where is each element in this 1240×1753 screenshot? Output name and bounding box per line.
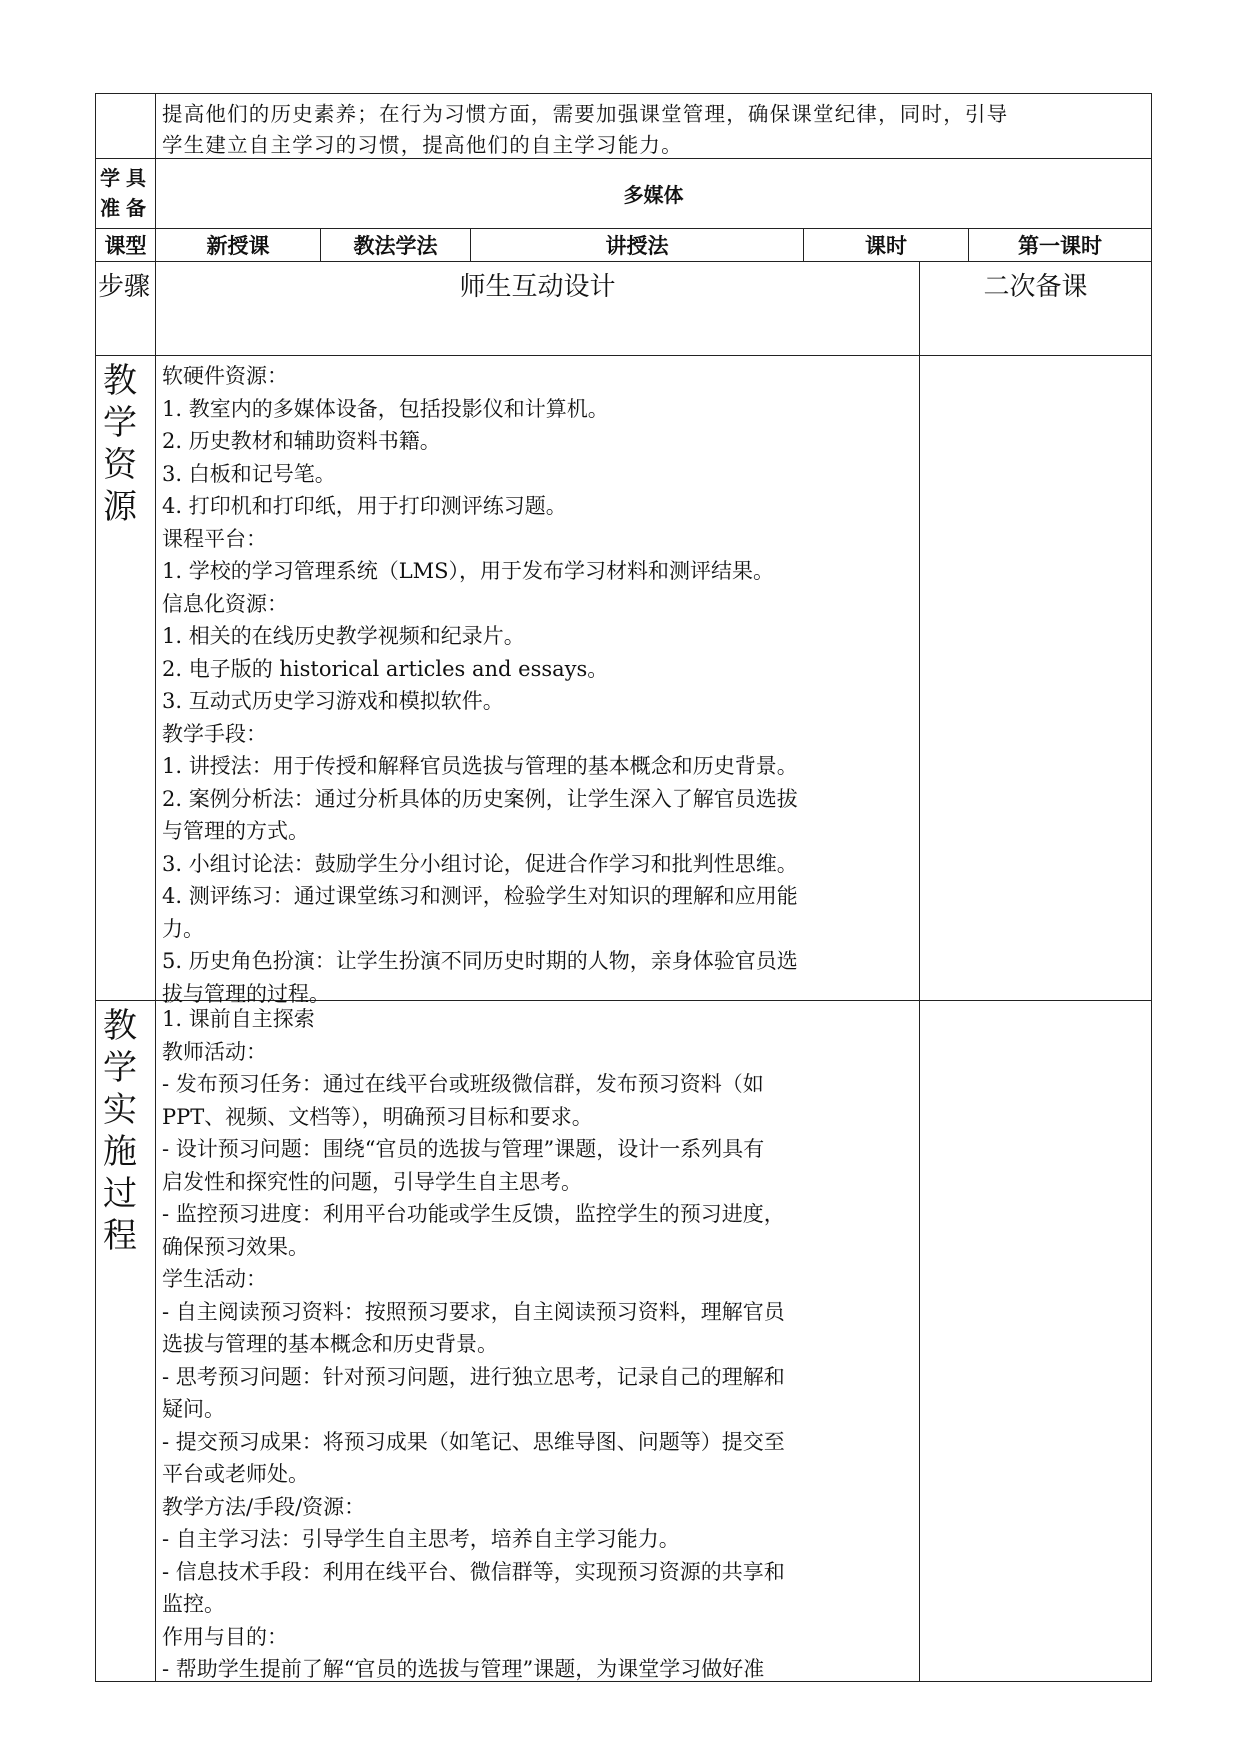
process-line: - 思考预习问题：针对预习问题，进行独立思考，记录自己的理解和 bbox=[162, 1364, 785, 1389]
empty-label-cell bbox=[96, 94, 155, 158]
process-line: 作用与目的： bbox=[162, 1624, 288, 1649]
process-line: 选拔与管理的基本概念和历史背景。 bbox=[162, 1332, 498, 1356]
process-label: 教 学 实 施 过 程 bbox=[103, 1006, 137, 1256]
continued-text-row bbox=[95, 93, 1152, 159]
class-hours-value: 第一课时 bbox=[968, 229, 1151, 261]
process-line: 监控。 bbox=[162, 1592, 225, 1616]
teaching-method-label: 教法学法 bbox=[320, 229, 470, 261]
resources-content bbox=[155, 356, 919, 1006]
process-line: - 发布预习任务：通过在线平台或班级微信群，发布预习资料（如 bbox=[162, 1072, 764, 1096]
resource-line: 3. 小组讨论法：鼓励学生分小组讨论，促进合作学习和批判性思维。 bbox=[162, 851, 798, 876]
resource-line: 4. 打印机和打印纸，用于打印测评练习题。 bbox=[162, 494, 567, 518]
course-type-label: 课型 bbox=[104, 233, 147, 258]
class-hours-label: 课时 bbox=[803, 229, 968, 261]
tools-value: 多媒体 bbox=[155, 159, 1151, 228]
resource-line: 力。 bbox=[162, 916, 204, 941]
resource-line: 信息化资源： bbox=[162, 591, 288, 616]
process-line: 启发性和探究性的问题，引导学生自主思考。 bbox=[162, 1169, 582, 1194]
process-line: - 监控预习进度：利用平台功能或学生反馈，监控学生的预习进度， bbox=[162, 1202, 785, 1226]
steps-label: 步骤 bbox=[98, 272, 151, 302]
process-content bbox=[155, 1001, 919, 1681]
teaching-method-value: 讲授法 bbox=[470, 229, 803, 261]
resource-line: 1. 相关的在线历史教学视频和纪录片。 bbox=[162, 624, 525, 648]
resources-row bbox=[95, 356, 1152, 1006]
resource-line: 课程平台： bbox=[162, 526, 267, 551]
second-prep-header: 二次备课 bbox=[919, 262, 1151, 355]
resource-line: 与管理的方式。 bbox=[162, 819, 309, 843]
continued-line: 学生建立自主学习的习惯，提高他们的自主学习能力。 bbox=[162, 133, 683, 157]
resource-line: 软硬件资源： bbox=[162, 364, 288, 388]
process-line: 学生活动： bbox=[162, 1267, 267, 1291]
resource-line: 2. 案例分析法：通过分析具体的历史案例，让学生深入了解官员选拔 bbox=[162, 786, 798, 811]
tools-row bbox=[95, 159, 1152, 229]
process-line: - 自主学习法：引导学生自主思考，培养自主学习能力。 bbox=[162, 1527, 680, 1551]
process-line: - 信息技术手段：利用在线平台、微信群等，实现预习资源的共享和 bbox=[162, 1559, 785, 1584]
tools-label: 学具 准备 bbox=[100, 166, 152, 220]
lesson-plan-table bbox=[95, 93, 1152, 1682]
process-row bbox=[95, 1001, 1152, 1682]
resource-line: 2. 电子版的 historical articles and essays。 bbox=[162, 656, 609, 681]
steps-header-row bbox=[95, 262, 1152, 356]
process-line: 平台或老师处。 bbox=[162, 1462, 309, 1486]
resource-line: 4. 测评练习：通过课堂练习和测评，检验学生对知识的理解和应用能 bbox=[162, 884, 798, 908]
resource-line: 1. 教室内的多媒体设备，包括投影仪和计算机。 bbox=[162, 396, 609, 421]
process-line: 确保预习效果。 bbox=[162, 1234, 309, 1259]
process-line: - 自主阅读预习资料：按照预习要求，自主阅读预习资料，理解官员 bbox=[162, 1299, 785, 1324]
resource-line: 2. 历史教材和辅助资料书籍。 bbox=[162, 429, 441, 453]
resources-second-prep bbox=[919, 356, 1151, 1000]
continued-line: 提高他们的历史素养；在行为习惯方面，需要加强课堂管理，确保课堂纪律，同时，引导 bbox=[162, 102, 1009, 126]
resource-line: 1. 学校的学习管理系统（LMS），用于发布学习材料和测评结果。 bbox=[162, 559, 775, 583]
course-type-value: 新授课 bbox=[155, 229, 320, 261]
process-second-prep bbox=[919, 1001, 1151, 1681]
resource-line: 教学手段： bbox=[162, 721, 267, 746]
process-line: 疑问。 bbox=[162, 1397, 225, 1421]
process-line: - 帮助学生提前了解“官员的选拔与管理”课题，为课堂学习做好准 bbox=[162, 1657, 765, 1681]
resource-line: 3. 白板和记号笔。 bbox=[162, 461, 336, 486]
process-line: 1. 课前自主探索 bbox=[162, 1007, 315, 1031]
interaction-design-header: 师生互动设计 bbox=[155, 262, 919, 355]
course-info-row bbox=[95, 229, 1152, 262]
resource-line: 1. 讲授法：用于传授和解释官员选拔与管理的基本概念和历史背景。 bbox=[162, 754, 798, 778]
process-line: 教师活动： bbox=[162, 1039, 267, 1064]
process-line: - 设计预习问题：围绕“官员的选拔与管理”课题，设计一系列具有 bbox=[162, 1137, 765, 1161]
resources-label: 教 学 资 源 bbox=[103, 361, 137, 527]
continued-text bbox=[155, 94, 1151, 158]
resource-line: 拔与管理的过程。 bbox=[162, 981, 330, 1006]
process-line: PPT、视频、文档等），明确预习目标和要求。 bbox=[162, 1104, 593, 1129]
process-line: - 提交预习成果：将预习成果（如笔记、思维导图、问题等）提交至 bbox=[162, 1429, 785, 1454]
process-line: 教学方法/手段/资源： bbox=[162, 1494, 366, 1519]
resource-line: 3. 互动式历史学习游戏和模拟软件。 bbox=[162, 689, 504, 713]
resource-line: 5. 历史角色扮演：让学生扮演不同历史时期的人物，亲身体验官员选 bbox=[162, 949, 798, 973]
